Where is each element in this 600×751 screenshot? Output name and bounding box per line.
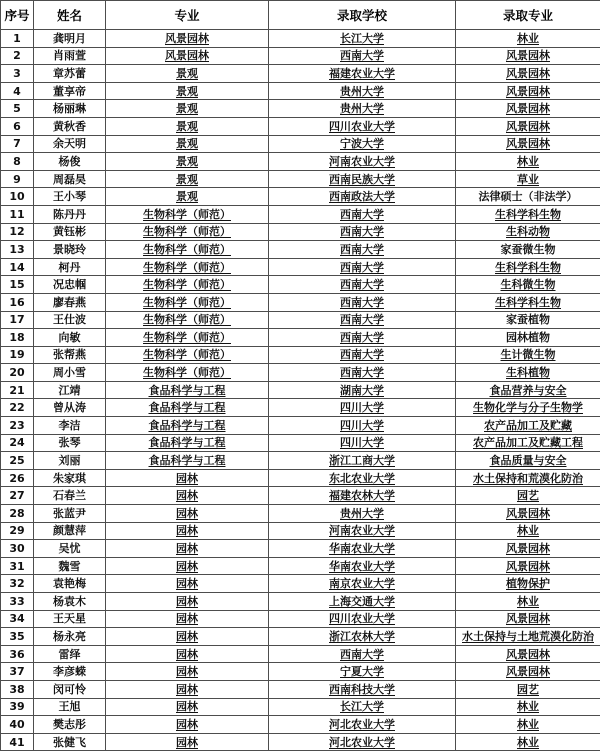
table-cell: 6 — [1, 117, 34, 135]
table-row — [1, 610, 600, 628]
table-row — [1, 188, 600, 206]
table-cell: 风景园林 — [456, 135, 600, 153]
table-cell: 张帮燕 — [34, 346, 106, 364]
table-cell: 园林 — [106, 593, 269, 611]
table-header — [1, 1, 600, 30]
table-cell: 园林 — [106, 698, 269, 716]
table-cell: 浙江农林大学 — [269, 628, 456, 646]
table-cell: 生物科学（师范） — [106, 364, 269, 382]
table-row — [1, 364, 600, 382]
table-cell: 景观 — [106, 82, 269, 100]
table-cell: 园林 — [106, 540, 269, 558]
table-cell: 西南政法大学 — [269, 188, 456, 206]
table-cell: 食品科学与工程 — [106, 452, 269, 470]
table-cell: 草业 — [456, 170, 600, 188]
table-cell: 肖雨萱 — [34, 47, 106, 65]
table-cell: 浙江工商大学 — [269, 452, 456, 470]
table-cell: 风景园林 — [456, 645, 600, 663]
table-cell: 36 — [1, 645, 34, 663]
table-cell: 17 — [1, 311, 34, 329]
column-header-name: 姓名 — [34, 1, 106, 30]
table-cell: 西南大学 — [269, 241, 456, 259]
column-header-index: 序号 — [1, 1, 34, 30]
table-cell: 园林 — [106, 628, 269, 646]
table-cell: 8 — [1, 153, 34, 171]
table-cell: 33 — [1, 593, 34, 611]
table-cell: 食品科学与工程 — [106, 417, 269, 435]
table-cell: 园艺 — [456, 487, 600, 505]
table-row — [1, 645, 600, 663]
table-cell: 35 — [1, 628, 34, 646]
table-cell: 西南大学 — [269, 329, 456, 347]
table-cell: 袁艳梅 — [34, 575, 106, 593]
table-row — [1, 452, 600, 470]
table-cell: 家蚕植物 — [456, 311, 600, 329]
table-cell: 食品营养与安全 — [456, 381, 600, 399]
table-cell: 杨俊 — [34, 153, 106, 171]
table-cell: 生物化学与分子生物学 — [456, 399, 600, 417]
table-row — [1, 487, 600, 505]
table-cell: 1 — [1, 30, 34, 48]
table-cell: 四川农业大学 — [269, 610, 456, 628]
table-row — [1, 135, 600, 153]
table-cell: 贵州大学 — [269, 505, 456, 523]
table-cell: 生物科学（师范） — [106, 205, 269, 223]
table-row — [1, 417, 600, 435]
table-cell: 园艺 — [456, 680, 600, 698]
table-cell: 风景园林 — [456, 117, 600, 135]
table-cell: 生科学科生物 — [456, 293, 600, 311]
table-cell: 上海交通大学 — [269, 593, 456, 611]
table-cell: 西南大学 — [269, 258, 456, 276]
table-cell: 西南大学 — [269, 276, 456, 294]
table-cell: 28 — [1, 505, 34, 523]
table-row — [1, 593, 600, 611]
table-cell: 食品科学与工程 — [106, 381, 269, 399]
table-cell: 龚明月 — [34, 30, 106, 48]
table-cell: 宁夏大学 — [269, 663, 456, 681]
table-cell: 风景园林 — [456, 610, 600, 628]
table-cell: 园林 — [106, 522, 269, 540]
table-row — [1, 100, 600, 118]
table-cell: 生科动物 — [456, 223, 600, 241]
table-cell: 湖南大学 — [269, 381, 456, 399]
table-cell: 家蚕微生物 — [456, 241, 600, 259]
table-cell: 闵可怜 — [34, 680, 106, 698]
table-cell: 景观 — [106, 117, 269, 135]
table-cell: 22 — [1, 399, 34, 417]
table-cell: 福建农林大学 — [269, 487, 456, 505]
table-cell: 风景园林 — [456, 505, 600, 523]
column-header-admit-school: 录取学校 — [269, 1, 456, 30]
table-row — [1, 680, 600, 698]
table-cell: 况忠帼 — [34, 276, 106, 294]
table-cell: 生科微生物 — [456, 276, 600, 294]
table-cell: 朱家琪 — [34, 469, 106, 487]
table-cell: 曾从涛 — [34, 399, 106, 417]
table-cell: 王旭 — [34, 698, 106, 716]
table-cell: 河北农业大学 — [269, 733, 456, 751]
table-cell: 农产品加工及贮藏工程 — [456, 434, 600, 452]
table-cell: 园林 — [106, 716, 269, 734]
table-cell: 37 — [1, 663, 34, 681]
table-cell: 30 — [1, 540, 34, 558]
table-cell: 河北农业大学 — [269, 716, 456, 734]
table-cell: 生物科学（师范） — [106, 276, 269, 294]
table-cell: 生科学科生物 — [456, 205, 600, 223]
column-header-major: 专业 — [106, 1, 269, 30]
table-cell: 林业 — [456, 30, 600, 48]
table-row — [1, 557, 600, 575]
table-cell: 14 — [1, 258, 34, 276]
header-row — [1, 1, 600, 30]
table-cell: 河南农业大学 — [269, 522, 456, 540]
table-cell: 四川大学 — [269, 417, 456, 435]
table-row — [1, 663, 600, 681]
table-cell: 5 — [1, 100, 34, 118]
table-cell: 18 — [1, 329, 34, 347]
table-cell: 32 — [1, 575, 34, 593]
table-cell: 柯丹 — [34, 258, 106, 276]
table-row — [1, 311, 600, 329]
table-cell: 25 — [1, 452, 34, 470]
table-cell: 11 — [1, 205, 34, 223]
table-cell: 四川大学 — [269, 434, 456, 452]
table-cell: 水土保持和荒漠化防治 — [456, 469, 600, 487]
table-cell: 西南大学 — [269, 47, 456, 65]
table-cell: 38 — [1, 680, 34, 698]
table-cell: 4 — [1, 82, 34, 100]
table-cell: 西南民族大学 — [269, 170, 456, 188]
table-row — [1, 698, 600, 716]
table-row — [1, 329, 600, 347]
table-cell: 刘丽 — [34, 452, 106, 470]
table-cell: 景观 — [106, 170, 269, 188]
table-row — [1, 733, 600, 751]
table-cell: 园林 — [106, 680, 269, 698]
table-row — [1, 381, 600, 399]
table-cell: 7 — [1, 135, 34, 153]
table-cell: 西南大学 — [269, 293, 456, 311]
table-cell: 林业 — [456, 153, 600, 171]
table-cell: 风景园林 — [106, 30, 269, 48]
table-cell: 樊志彤 — [34, 716, 106, 734]
table-cell: 10 — [1, 188, 34, 206]
table-cell: 15 — [1, 276, 34, 294]
table-cell: 王天星 — [34, 610, 106, 628]
table-cell: 林业 — [456, 522, 600, 540]
table-cell: 园林 — [106, 575, 269, 593]
table-cell: 南京农业大学 — [269, 575, 456, 593]
table-cell: 王小琴 — [34, 188, 106, 206]
table-cell: 陈丹丹 — [34, 205, 106, 223]
table-row — [1, 434, 600, 452]
table-cell: 景观 — [106, 188, 269, 206]
table-cell: 周磊昊 — [34, 170, 106, 188]
table-cell: 杨永亮 — [34, 628, 106, 646]
table-cell: 农产品加工及贮藏 — [456, 417, 600, 435]
table-cell: 华南农业大学 — [269, 540, 456, 558]
table-cell: 颜慧萍 — [34, 522, 106, 540]
table-row — [1, 399, 600, 417]
table-row — [1, 505, 600, 523]
table-cell: 景观 — [106, 153, 269, 171]
table-cell: 食品科学与工程 — [106, 399, 269, 417]
table-cell: 廖春燕 — [34, 293, 106, 311]
table-row — [1, 293, 600, 311]
table-cell: 西南大学 — [269, 223, 456, 241]
table-cell: 34 — [1, 610, 34, 628]
table-cell: 12 — [1, 223, 34, 241]
table-cell: 章苏蕾 — [34, 65, 106, 83]
table-row — [1, 628, 600, 646]
table-cell: 食品科学与工程 — [106, 434, 269, 452]
table-row — [1, 65, 600, 83]
table-cell: 吴忧 — [34, 540, 106, 558]
table-cell: 西南大学 — [269, 346, 456, 364]
table-cell: 贵州大学 — [269, 100, 456, 118]
table-cell: 风景园林 — [456, 100, 600, 118]
table-cell: 周小雪 — [34, 364, 106, 382]
table-cell: 生物科学（师范） — [106, 241, 269, 259]
column-header-admit-major: 录取专业 — [456, 1, 600, 30]
table-cell: 东北农业大学 — [269, 469, 456, 487]
table-cell: 13 — [1, 241, 34, 259]
table-cell: 福建农业大学 — [269, 65, 456, 83]
table-cell: 园林 — [106, 610, 269, 628]
table-cell: 黄秋香 — [34, 117, 106, 135]
table-cell: 生物科学（师范） — [106, 346, 269, 364]
table-cell: 宁波大学 — [269, 135, 456, 153]
table-cell: 生计微生物 — [456, 346, 600, 364]
table-cell: 生物科学（师范） — [106, 223, 269, 241]
table-cell: 林业 — [456, 593, 600, 611]
table-cell: 水土保持与土地荒漠化防治 — [456, 628, 600, 646]
table-cell: 长江大学 — [269, 30, 456, 48]
table-cell: 王仕波 — [34, 311, 106, 329]
table-cell: 9 — [1, 170, 34, 188]
table-cell: 园林植物 — [456, 329, 600, 347]
table-cell: 23 — [1, 417, 34, 435]
table-cell: 31 — [1, 557, 34, 575]
table-cell: 生物科学（师范） — [106, 311, 269, 329]
table-cell: 雷绎 — [34, 645, 106, 663]
table-row — [1, 522, 600, 540]
table-cell: 四川农业大学 — [269, 117, 456, 135]
table-cell: 西南大学 — [269, 645, 456, 663]
table-cell: 生科植物 — [456, 364, 600, 382]
table-cell: 园林 — [106, 505, 269, 523]
table-cell: 26 — [1, 469, 34, 487]
table-cell: 风景园林 — [456, 65, 600, 83]
table-cell: 园林 — [106, 733, 269, 751]
table-row — [1, 117, 600, 135]
table-cell: 风景园林 — [456, 557, 600, 575]
table-cell: 园林 — [106, 663, 269, 681]
table-cell: 21 — [1, 381, 34, 399]
table-cell: 生物科学（师范） — [106, 293, 269, 311]
table-cell: 27 — [1, 487, 34, 505]
table-cell: 3 — [1, 65, 34, 83]
table-cell: 39 — [1, 698, 34, 716]
table-cell: 园林 — [106, 469, 269, 487]
table-row — [1, 540, 600, 558]
table-cell: 风景园林 — [456, 82, 600, 100]
table-cell: 法律硕士（非法学） — [456, 188, 600, 206]
table-cell: 贵州大学 — [269, 82, 456, 100]
table-row — [1, 346, 600, 364]
table-cell: 园林 — [106, 487, 269, 505]
table-cell: 食品质量与安全 — [456, 452, 600, 470]
table-row — [1, 469, 600, 487]
table-cell: 40 — [1, 716, 34, 734]
table-cell: 长江大学 — [269, 698, 456, 716]
table-cell: 华南农业大学 — [269, 557, 456, 575]
table-row — [1, 205, 600, 223]
table-cell: 杨袁木 — [34, 593, 106, 611]
table-row — [1, 716, 600, 734]
table-cell: 河南农业大学 — [269, 153, 456, 171]
table-cell: 向敏 — [34, 329, 106, 347]
table-cell: 魏雪 — [34, 557, 106, 575]
table-cell: 西南大学 — [269, 205, 456, 223]
table-row — [1, 170, 600, 188]
table-cell: 李彦蝾 — [34, 663, 106, 681]
table-row — [1, 276, 600, 294]
table-cell: 林业 — [456, 716, 600, 734]
table-cell: 植物保护 — [456, 575, 600, 593]
table-cell: 石春兰 — [34, 487, 106, 505]
table-cell: 景观 — [106, 65, 269, 83]
table-cell: 四川大学 — [269, 399, 456, 417]
table-cell: 景晓玲 — [34, 241, 106, 259]
table-cell: 园林 — [106, 557, 269, 575]
table-cell: 生物科学（师范） — [106, 329, 269, 347]
table-cell: 林业 — [456, 698, 600, 716]
table-cell: 风景园林 — [456, 47, 600, 65]
table-cell: 张蓝尹 — [34, 505, 106, 523]
table-cell: 风景园林 — [106, 47, 269, 65]
table-cell: 24 — [1, 434, 34, 452]
table-cell: 张健飞 — [34, 733, 106, 751]
table-cell: 19 — [1, 346, 34, 364]
table-row — [1, 153, 600, 171]
table-cell: 西南科技大学 — [269, 680, 456, 698]
table-row — [1, 47, 600, 65]
table-cell: 李洁 — [34, 417, 106, 435]
table-cell: 江靖 — [34, 381, 106, 399]
table-cell: 西南大学 — [269, 364, 456, 382]
table-cell: 园林 — [106, 645, 269, 663]
table-cell: 风景园林 — [456, 663, 600, 681]
table-cell: 黄钰彬 — [34, 223, 106, 241]
table-cell: 景观 — [106, 100, 269, 118]
table-cell: 杨丽琳 — [34, 100, 106, 118]
table-cell: 董享帝 — [34, 82, 106, 100]
table-cell: 景观 — [106, 135, 269, 153]
table-row — [1, 258, 600, 276]
table-row — [1, 82, 600, 100]
table-cell: 西南大学 — [269, 311, 456, 329]
table-cell: 生科学科生物 — [456, 258, 600, 276]
table-cell: 2 — [1, 47, 34, 65]
table-cell: 41 — [1, 733, 34, 751]
table-cell: 生物科学（师范） — [106, 258, 269, 276]
table-row — [1, 575, 600, 593]
table-cell: 张琴 — [34, 434, 106, 452]
table-cell: 余天明 — [34, 135, 106, 153]
table-cell: 29 — [1, 522, 34, 540]
table-row — [1, 223, 600, 241]
table-body — [1, 30, 600, 751]
table-row — [1, 241, 600, 259]
table-row — [1, 30, 600, 48]
table-cell: 林业 — [456, 733, 600, 751]
table-cell: 20 — [1, 364, 34, 382]
table-cell: 风景园林 — [456, 540, 600, 558]
table-cell: 16 — [1, 293, 34, 311]
